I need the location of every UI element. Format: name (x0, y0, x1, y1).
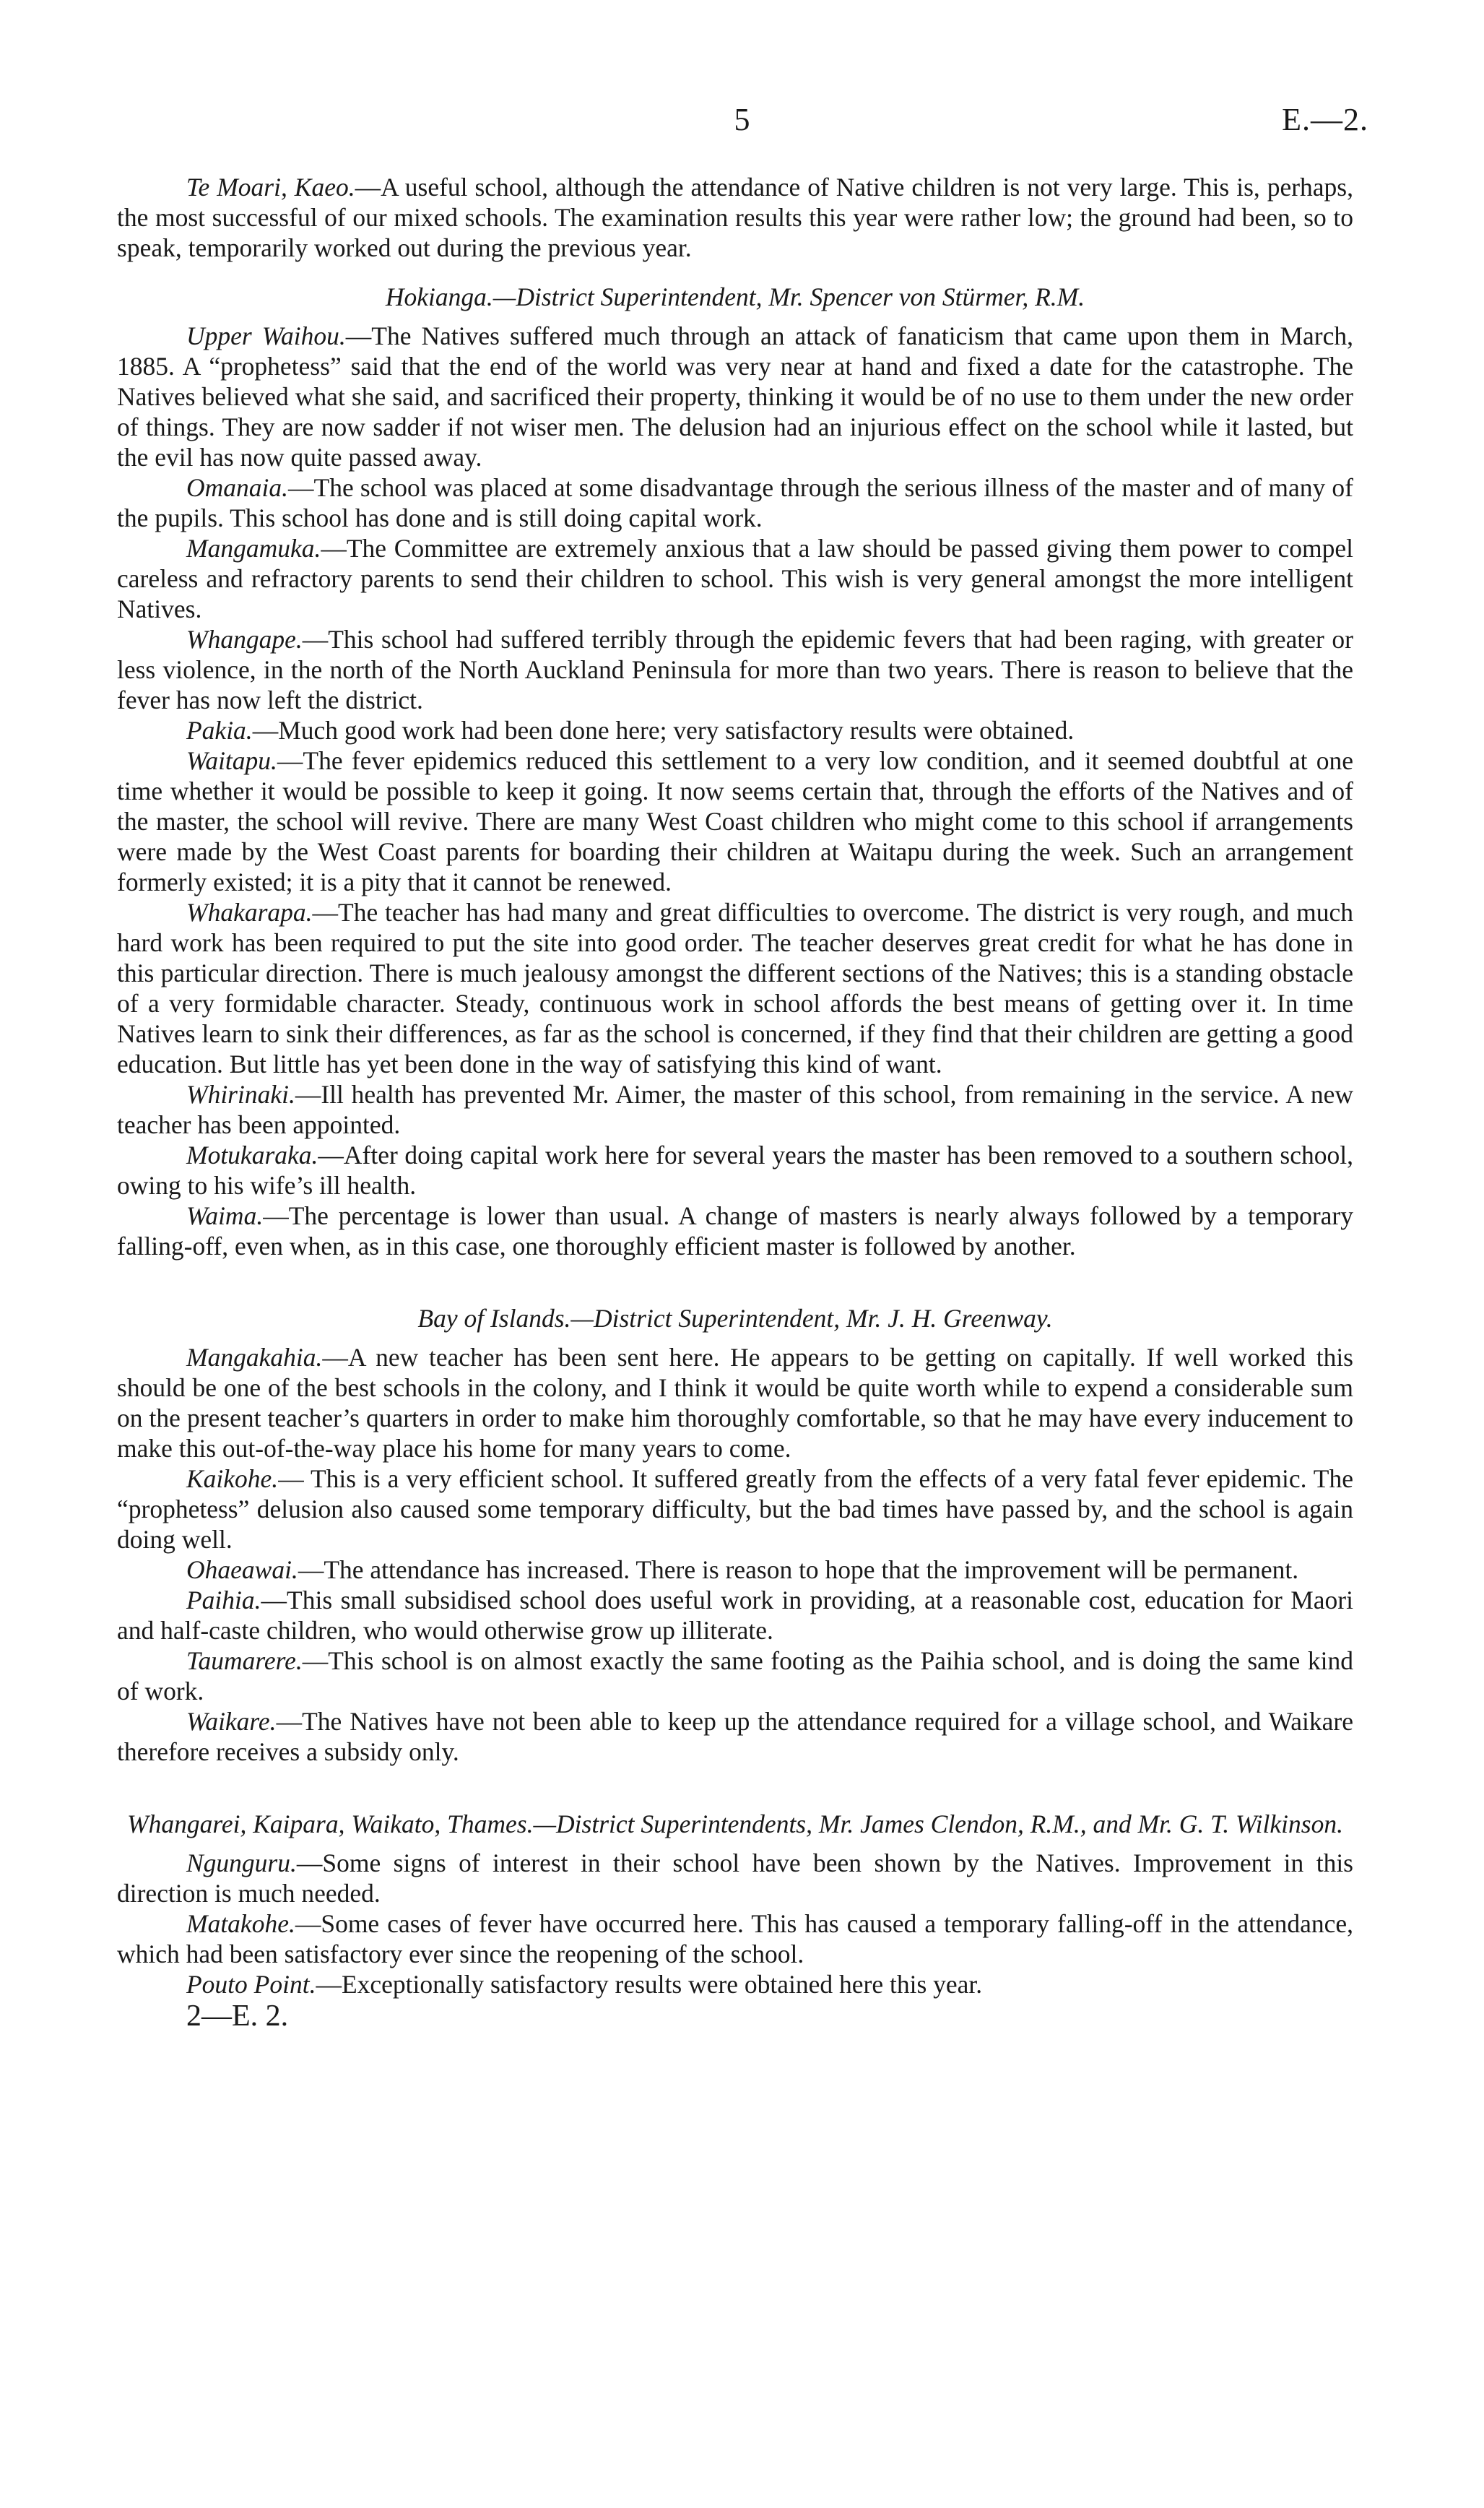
paragraph-lead: Kaikohe. (186, 1464, 279, 1493)
paragraph (117, 1201, 1353, 1261)
paragraph (117, 897, 1353, 1079)
paragraph-lead: Mangakahia. (186, 1343, 323, 1372)
paragraph (117, 1848, 1353, 1908)
paragraph-lead: Omanaia. (186, 473, 289, 502)
paragraph-text: —The Natives have not been able to keep up the attendance required for a village school, and Waikare therefore receives a subsidy only. (117, 1707, 1353, 1766)
paragraph (117, 1554, 1353, 1585)
paragraph-text: —The teacher has had many and great difficulties to overcome. The district is very rough, and much hard work has been required to put the site into good order. The teacher deserves great credit for what he has done in this particular direction. There is much jealousy amongst the different sections of the Natives; this is a standing obstacle of a very formidable character. Steady, continuous work in school affords the best means of getting over it. In time Natives learn to sink their differences, as far as the school is concerned, if they find that their children are getting a good education. But little has yet been done in the way of satisfying this kind of want. (117, 898, 1353, 1078)
paragraph-lead: Upper Waihou. (186, 321, 346, 350)
paragraph (117, 1969, 1353, 1999)
page-signature: 2—E. 2. (186, 1999, 289, 2033)
paragraph-text: —After doing capital work here for several years the master has been removed to a southern school, owing to his wife’s ill health. (117, 1141, 1353, 1200)
section-heading-bay-of-islands: Bay of Islands.—District Superintendent, Mr. J. H. Greenway. (417, 1304, 1053, 1333)
page-body (117, 172, 1353, 2033)
paragraph-lead: Te Moari, Kaeo. (186, 173, 355, 202)
paragraph (117, 1706, 1353, 1767)
paragraph-lead: Matakohe. (186, 1909, 295, 1938)
paragraph (117, 624, 1353, 715)
paragraph-text: —This small subsidised school does useful work in providing, at a reasonable cost, education for Maori and half-caste children, who would otherwise grow up illiterate. (117, 1586, 1353, 1645)
paragraph-lead: Ngunguru. (186, 1848, 297, 1877)
paragraph-lead: Waima. (186, 1201, 264, 1230)
paragraph-lead: Waitapu. (186, 746, 277, 775)
paragraph-text: —This school had suffered terribly through the epidemic fevers that had been raging, with greater or less violence, in the north of the North Auckland Peninsula for more than two years. There is reason to believe that the fever has now left the district. (117, 625, 1353, 714)
paragraph-lead: Mangamuka. (186, 534, 321, 563)
paragraph (117, 533, 1353, 624)
paragraph-text: —The percentage is lower than usual. A change of masters is nearly always followed by a temporary falling-off, even when, as in this case, one thoroughly efficient master is followed by another. (117, 1201, 1353, 1261)
paragraph (117, 1342, 1353, 1463)
document-reference: E.—2. (1282, 102, 1368, 137)
paragraph-text: —Much good work had been done here; very satisfactory results were obtained. (252, 716, 1075, 745)
paragraph-text: — This is a very efficient school. It suffered greatly from the effects of a very fatal fever epidemic. The “prophetess” delusion also caused some temporary difficulty, but the bad times have passed by, and the school is again doing well. (117, 1464, 1353, 1554)
paragraph-lead: Pouto Point. (186, 1970, 316, 1999)
paragraph-text: —Exceptionally satisfactory results were obtained here this year. (316, 1970, 983, 1999)
paragraph (117, 1908, 1353, 1969)
paragraph-lead: Pakia. (186, 716, 253, 745)
paragraph-text: —A new teacher has been sent here. He appears to be getting on capitally. If well worked this should be one of the best schools in the colony, and I think it would be quite worth while to expend a considerable sum on the present teacher’s quarters in order to make him thoroughly comfortable, so that he may have every inducement to make this out-of-the-way place his home for many years to come. (117, 1343, 1353, 1463)
paragraph-text: —The school was placed at some disadvantage through the serious illness of the master and of many of the pupils. This school has done and is still doing capital work. (117, 473, 1353, 532)
paragraph-lead: Waikare. (186, 1707, 277, 1736)
paragraph-text: —A useful school, although the attendance of Native children is not very large. This is, perhaps, the most successful of our mixed schools. The examination results this year were rather low; the ground had been, so to speak, temporarily worked out during the previous year. (117, 173, 1353, 262)
paragraph-text: —The fever epidemics reduced this settlement to a very low condition, and it seemed doubtful at one time whether it would be possible to keep it going. It now seems certain that, through the efforts of the Natives and of the master, the school will revive. There are many West Coast children who might come to this school if arrangements were made by the West Coast parents for boarding their children at Waitapu during the week. Such an arrangement formerly existed; it is a pity that it cannot be renewed. (117, 746, 1353, 896)
paragraph (117, 1463, 1353, 1554)
paragraph-lead: Whangape. (186, 625, 303, 654)
paragraph (117, 1140, 1353, 1201)
paragraph (117, 472, 1353, 533)
paragraph (117, 1585, 1353, 1646)
paragraph-lead: Motukaraka. (186, 1141, 318, 1169)
intro-paragraph (117, 172, 1353, 263)
page-header (116, 101, 1368, 144)
section-heading-whangarei: Whangarei, Kaipara, Waikato, Thames.—District Superintendents, Mr. James Clendon, R.M., and Mr. G. T. Wilkinson. (127, 1809, 1343, 1838)
paragraph-lead: Whirinaki. (186, 1080, 295, 1109)
paragraph (117, 1079, 1353, 1140)
section-heading-hokianga: Hokianga.—District Superintendent, Mr. Spencer von Stürmer, R.M. (385, 282, 1085, 311)
page-number: 5 (734, 102, 750, 137)
paragraph-text: —Ill health has prevented Mr. Aimer, the master of this school, from remaining in the service. A new teacher has been appointed. (117, 1080, 1353, 1139)
paragraph (117, 715, 1353, 745)
paragraph-text: —The Natives suffered much through an attack of fanaticism that came upon them in March, 1885. A “prophetess” said that the end of the world was very near at hand and fixed a date for the catastrophe. The Natives believed what she said, and sacrificed their property, thinking it would be of no use to them under the new order of things. They are now sadder if not wiser men. The delusion had an injurious effect on the school while it lasted, but the evil has now quite passed away. (117, 321, 1353, 472)
paragraph-lead: Whakarapa. (186, 898, 313, 927)
paragraph-text: —Some signs of interest in their school have been shown by the Natives. Improvement in this direction is much needed. (117, 1848, 1353, 1908)
paragraph-lead: Paihia. (186, 1586, 261, 1614)
paragraph (117, 745, 1353, 897)
paragraph-lead: Ohaeawai. (186, 1555, 298, 1584)
paragraph-text: —The Committee are extremely anxious that a law should be passed giving them power to compel careless and refractory parents to send their children to school. This wish is very general amongst the more intelligent Natives. (117, 534, 1353, 623)
paragraph (117, 1646, 1353, 1706)
paragraph-text: —Some cases of fever have occurred here. This has caused a temporary falling-off in the attendance, which had been satisfactory ever since the reopening of the school. (117, 1909, 1353, 1968)
paragraph (117, 321, 1353, 472)
paragraph-text: —This school is on almost exactly the same footing as the Paihia school, and is doing the same kind of work. (117, 1646, 1353, 1705)
paragraph-text: —The attendance has increased. There is reason to hope that the improvement will be permanent. (298, 1555, 1299, 1584)
paragraph-lead: Taumarere. (186, 1646, 303, 1675)
